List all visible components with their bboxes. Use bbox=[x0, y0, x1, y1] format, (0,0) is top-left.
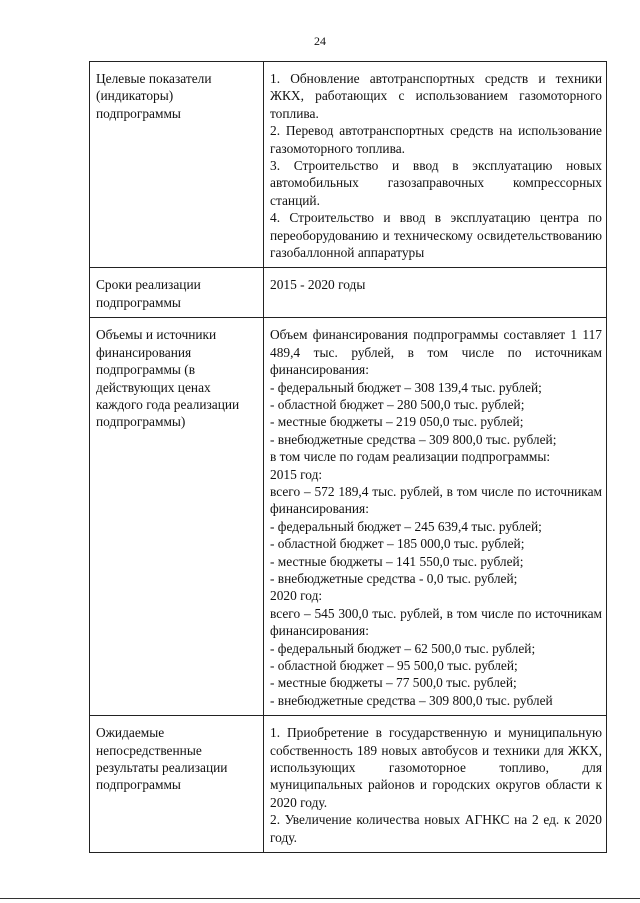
funding-year-total: всего – 545 300,0 тыс. рублей, в том числе по источникам финансирования: bbox=[270, 605, 602, 639]
funding-item: - внебюджетные средства – 309 800,0 тыс. рублей bbox=[270, 692, 553, 708]
indicator-item: 3. Строительство и ввод в эксплуатацию новых автомобильных газозаправочных компрессорных станций. bbox=[270, 158, 602, 208]
funding-item: - областной бюджет – 95 500,0 тыс. рублей; bbox=[270, 658, 518, 673]
row-content-timeframe bbox=[264, 268, 607, 318]
subprogram-passport-table bbox=[89, 61, 607, 853]
funding-total: Объем финансирования подпрограммы составляет 1 117 489,4 тыс. рублей, в том числе по источникам финансирования: bbox=[270, 327, 602, 378]
funding-year-total: всего – 572 189,4 тыс. рублей, в том числе по источникам финансирования: bbox=[270, 483, 602, 517]
table-row-expected-results bbox=[90, 716, 607, 853]
row-content-expected-results bbox=[264, 716, 607, 853]
row-content-target-indicators bbox=[264, 62, 607, 268]
funding-item: - областной бюджет – 280 500,0 тыс. рублей; bbox=[270, 396, 525, 412]
funding-item: - федеральный бюджет – 62 500,0 тыс. рублей; bbox=[270, 640, 536, 656]
funding-year-label: 2020 год: bbox=[270, 588, 323, 604]
funding-item: - федеральный бюджет – 245 639,4 тыс. рублей; bbox=[270, 518, 542, 534]
table-row-timeframe bbox=[90, 268, 607, 318]
funding-item: - местные бюджеты – 141 550,0 тыс. рублей; bbox=[270, 553, 524, 569]
funding-item: - федеральный бюджет – 308 139,4 тыс. рублей; bbox=[270, 379, 542, 395]
funding-item: - местные бюджеты – 77 500,0 тыс. рублей; bbox=[270, 675, 517, 691]
row-content-funding bbox=[264, 318, 607, 716]
page-number: 24 bbox=[314, 34, 326, 48]
funding-year-label: 2015 год: bbox=[270, 466, 323, 482]
row-label-funding: Объемы и источники финансирования подпрограммы (в действующих ценах каждого года реализации подпрограммы) bbox=[90, 318, 264, 716]
result-item: 1. Приобретение в государственную и муниципальную собственность 189 новых автобусов и техники для ЖКХ, использующих газомоторное топливо, для муниципальных районов и городских округов области к 2020 году. bbox=[270, 725, 602, 810]
row-label-timeframe: Сроки реализации подпрограммы bbox=[90, 268, 264, 318]
table-row-target-indicators bbox=[90, 62, 607, 268]
timeframe-value: 2015 - 2020 годы bbox=[270, 277, 366, 293]
funding-by-year-heading: в том числе по годам реализации подпрограммы: bbox=[270, 449, 551, 465]
table-row-funding bbox=[90, 318, 607, 716]
funding-item: - внебюджетные средства – 309 800,0 тыс. рублей; bbox=[270, 431, 557, 447]
funding-item: - местные бюджеты – 219 050,0 тыс. рублей; bbox=[270, 414, 524, 430]
result-item: 2. Увеличение количества новых АГНКС на 2 ед. к 2020 году. bbox=[270, 812, 602, 845]
indicator-item: 2. Перевод автотранспортных средств на использование газомоторного топлива. bbox=[270, 123, 602, 156]
bottom-divider bbox=[0, 898, 640, 899]
indicator-item: 1. Обновление автотранспортных средств и техники ЖКХ, работающих с использованием газомоторного топлива. bbox=[270, 71, 602, 121]
indicator-item: 4. Строительство и ввод в эксплуатацию центра по переоборудованию и техническому освидетельствованию газобаллонной аппаратуры bbox=[270, 210, 602, 261]
funding-item: - внебюджетные средства - 0,0 тыс. рублей; bbox=[270, 570, 518, 586]
row-label-expected-results: Ожидаемые непосредственные результаты реализации подпрограммы bbox=[90, 716, 264, 853]
funding-item: - областной бюджет – 185 000,0 тыс. рублей; bbox=[270, 536, 525, 552]
row-label-target-indicators: Целевые показатели (индикаторы) подпрограммы bbox=[90, 62, 264, 268]
